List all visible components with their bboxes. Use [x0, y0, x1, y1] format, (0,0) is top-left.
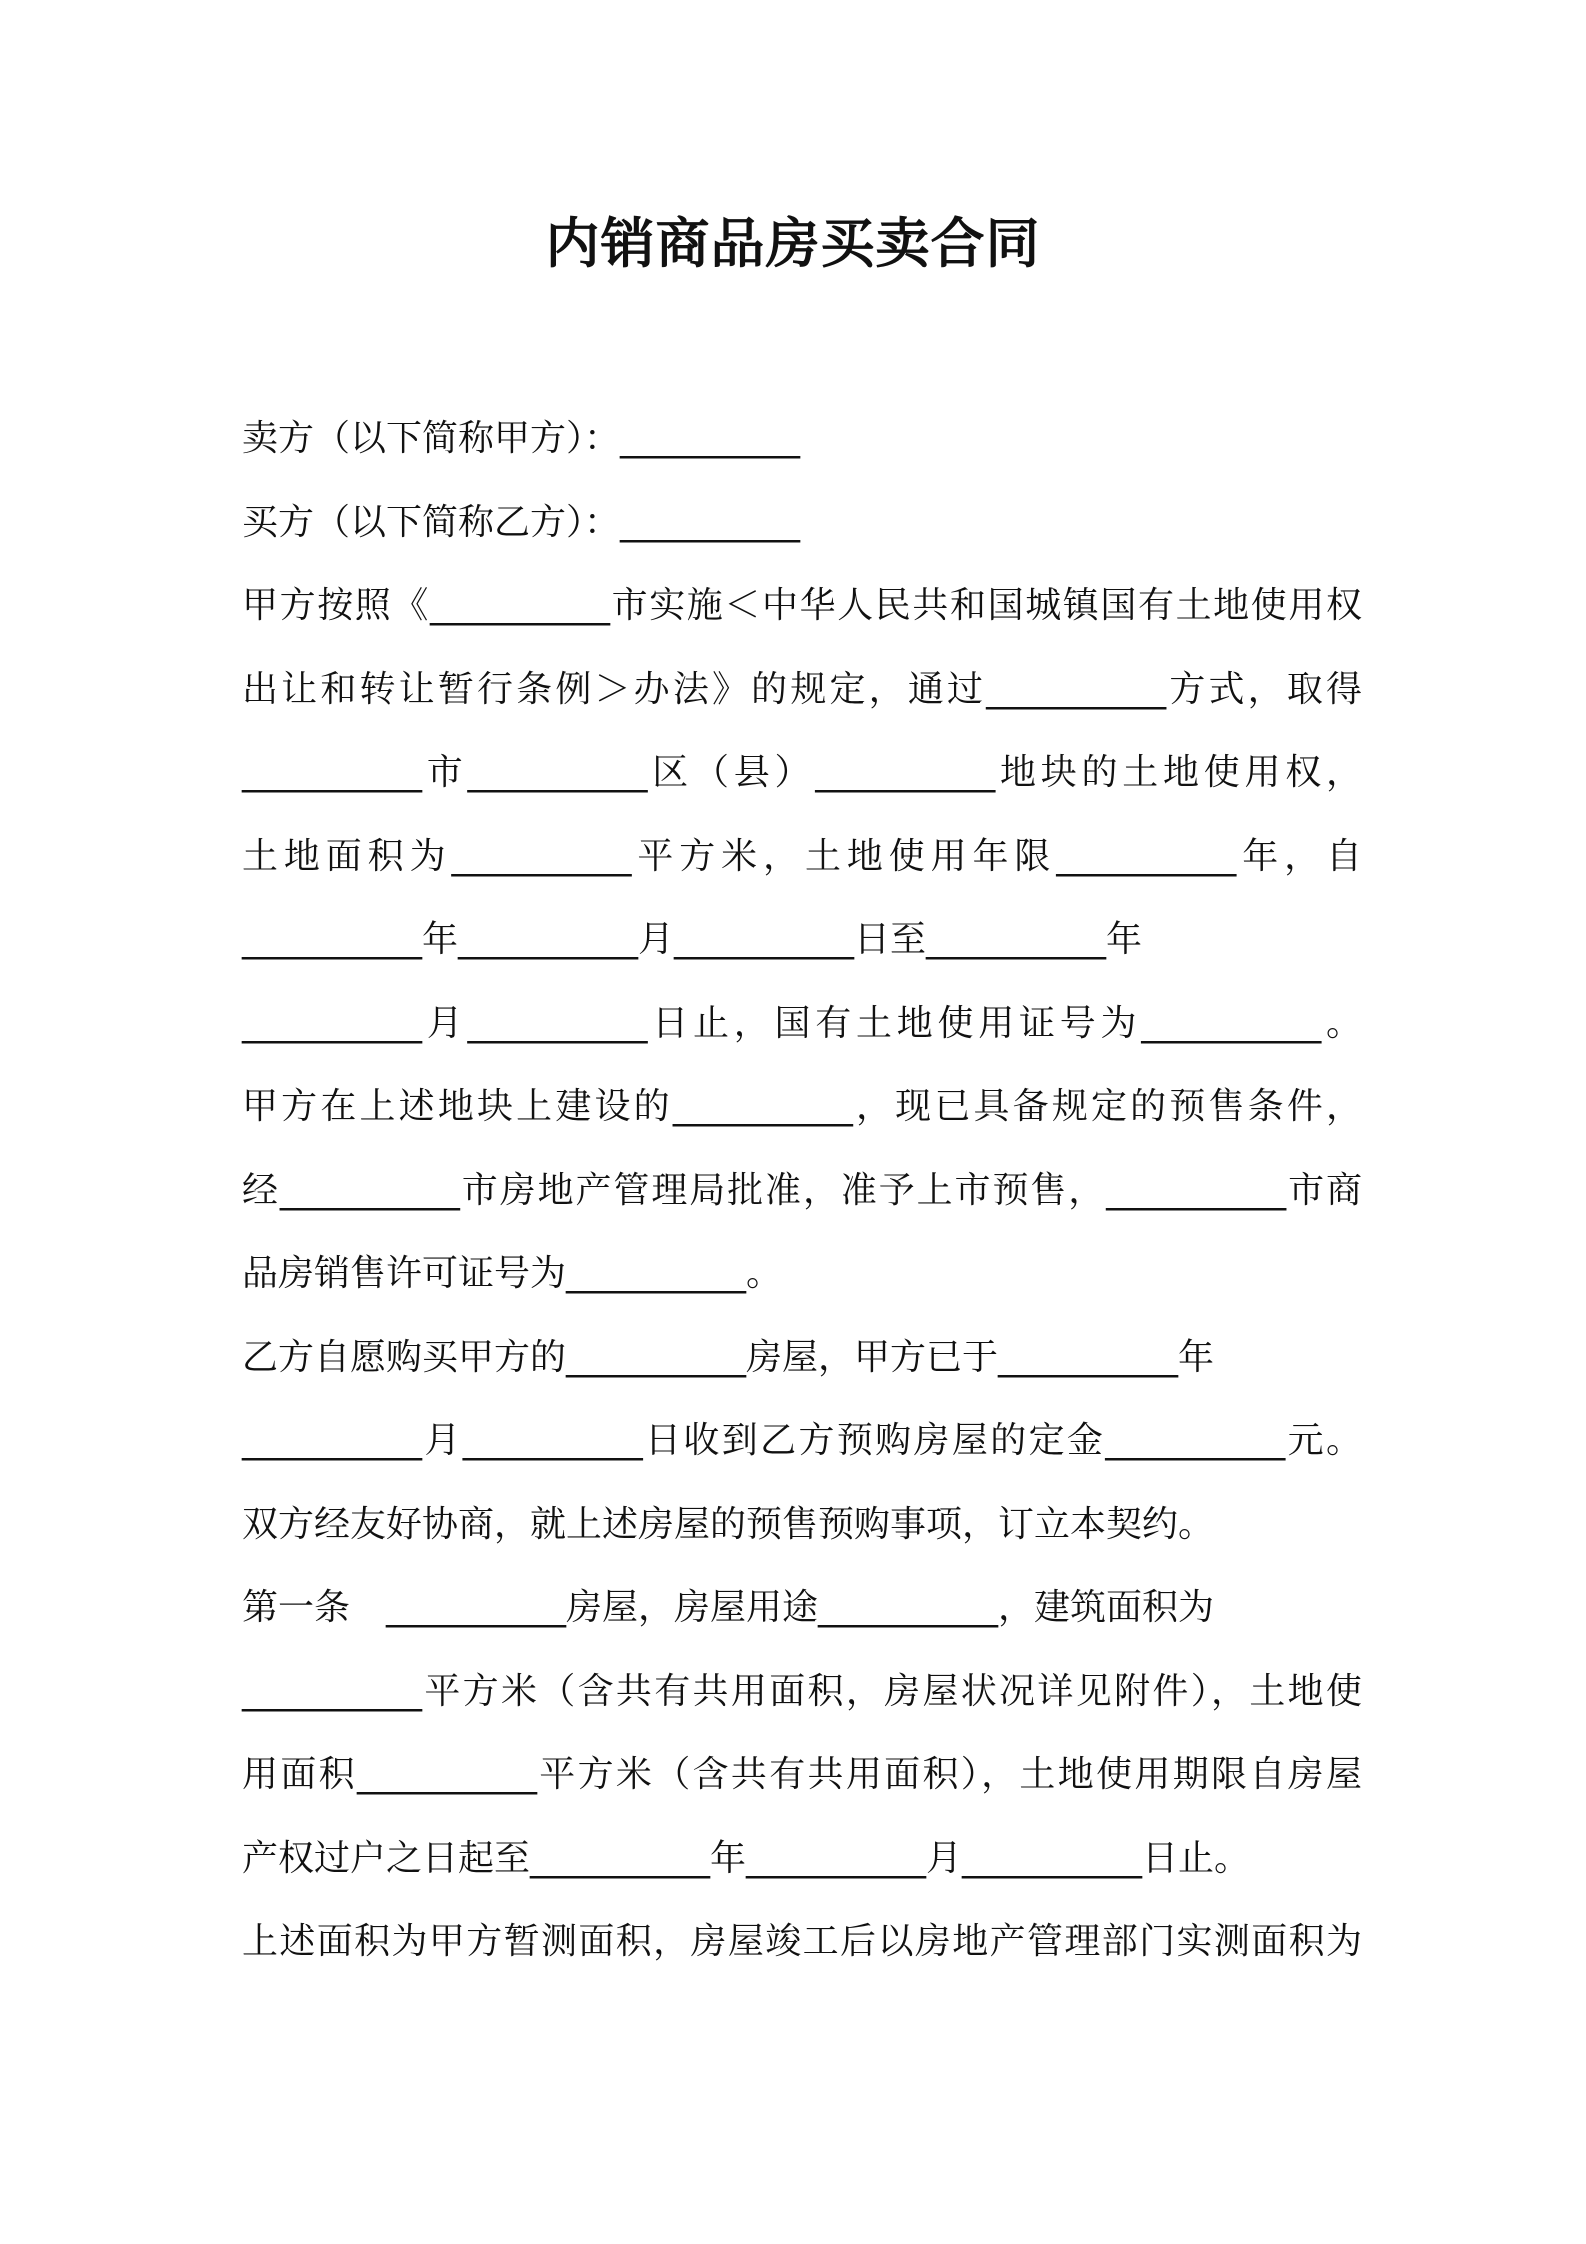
paragraph-line: 出让和转让暂行条例＞办法》的规定，通过__________方式，取得: [242, 668, 1362, 710]
document-title: 内销商品房买卖合同: [545, 212, 1041, 275]
paragraph-line: 用面积__________平方米（含共有共用面积），土地使用期限自房屋: [242, 1754, 1362, 1795]
buyer-line: 买方（以下简称乙方）：__________: [242, 501, 801, 543]
paragraph-line: 甲方按照《__________市实施＜中华人民共和国城镇国有土地使用权: [242, 585, 1362, 626]
paragraph-line: 品房销售许可证号为__________。: [242, 1253, 783, 1294]
paragraph-line: 双方经友好协商，就上述房屋的预售预购事项，订立本契约。: [242, 1503, 1215, 1545]
paragraph-line: 甲方在上述地块上建设的__________，现已具备规定的预售条件，: [242, 1086, 1362, 1127]
paragraph-line: 产权过户之日起至__________年__________月__________日止。: [242, 1837, 1251, 1879]
paragraph-line: 土地面积为__________平方米，土地使用年限__________年，自: [242, 835, 1362, 877]
paragraph-line: __________市__________区（县）__________地块的土地使用权，: [242, 752, 1362, 793]
paragraph-line: __________平方米（含共有共用面积，房屋状况详见附件），土地使: [242, 1670, 1362, 1712]
seller-line: 卖方（以下简称甲方）：__________: [242, 418, 801, 459]
paragraph-line: __________月__________日止，国有土地使用证号为__________。: [242, 1002, 1362, 1044]
contract-body: [242, 397, 1362, 1984]
paragraph-line: __________年__________月__________日至__________年: [242, 919, 1142, 960]
paragraph-line: 经__________市房地产管理局批准，准予上市预售，__________市商: [242, 1169, 1362, 1211]
paragraph-line: 乙方自愿购买甲方的__________房屋，甲方已于__________年: [242, 1336, 1215, 1378]
paragraph-line: __________月__________日收到乙方预购房屋的定金__________元。: [242, 1420, 1362, 1461]
paragraph-line: 上述面积为甲方暂测面积，房屋竣工后以房地产管理部门实测面积为: [242, 1921, 1362, 1962]
article-one-line: 第一条 __________房屋，房屋用途__________，建筑面积为: [242, 1587, 1215, 1628]
